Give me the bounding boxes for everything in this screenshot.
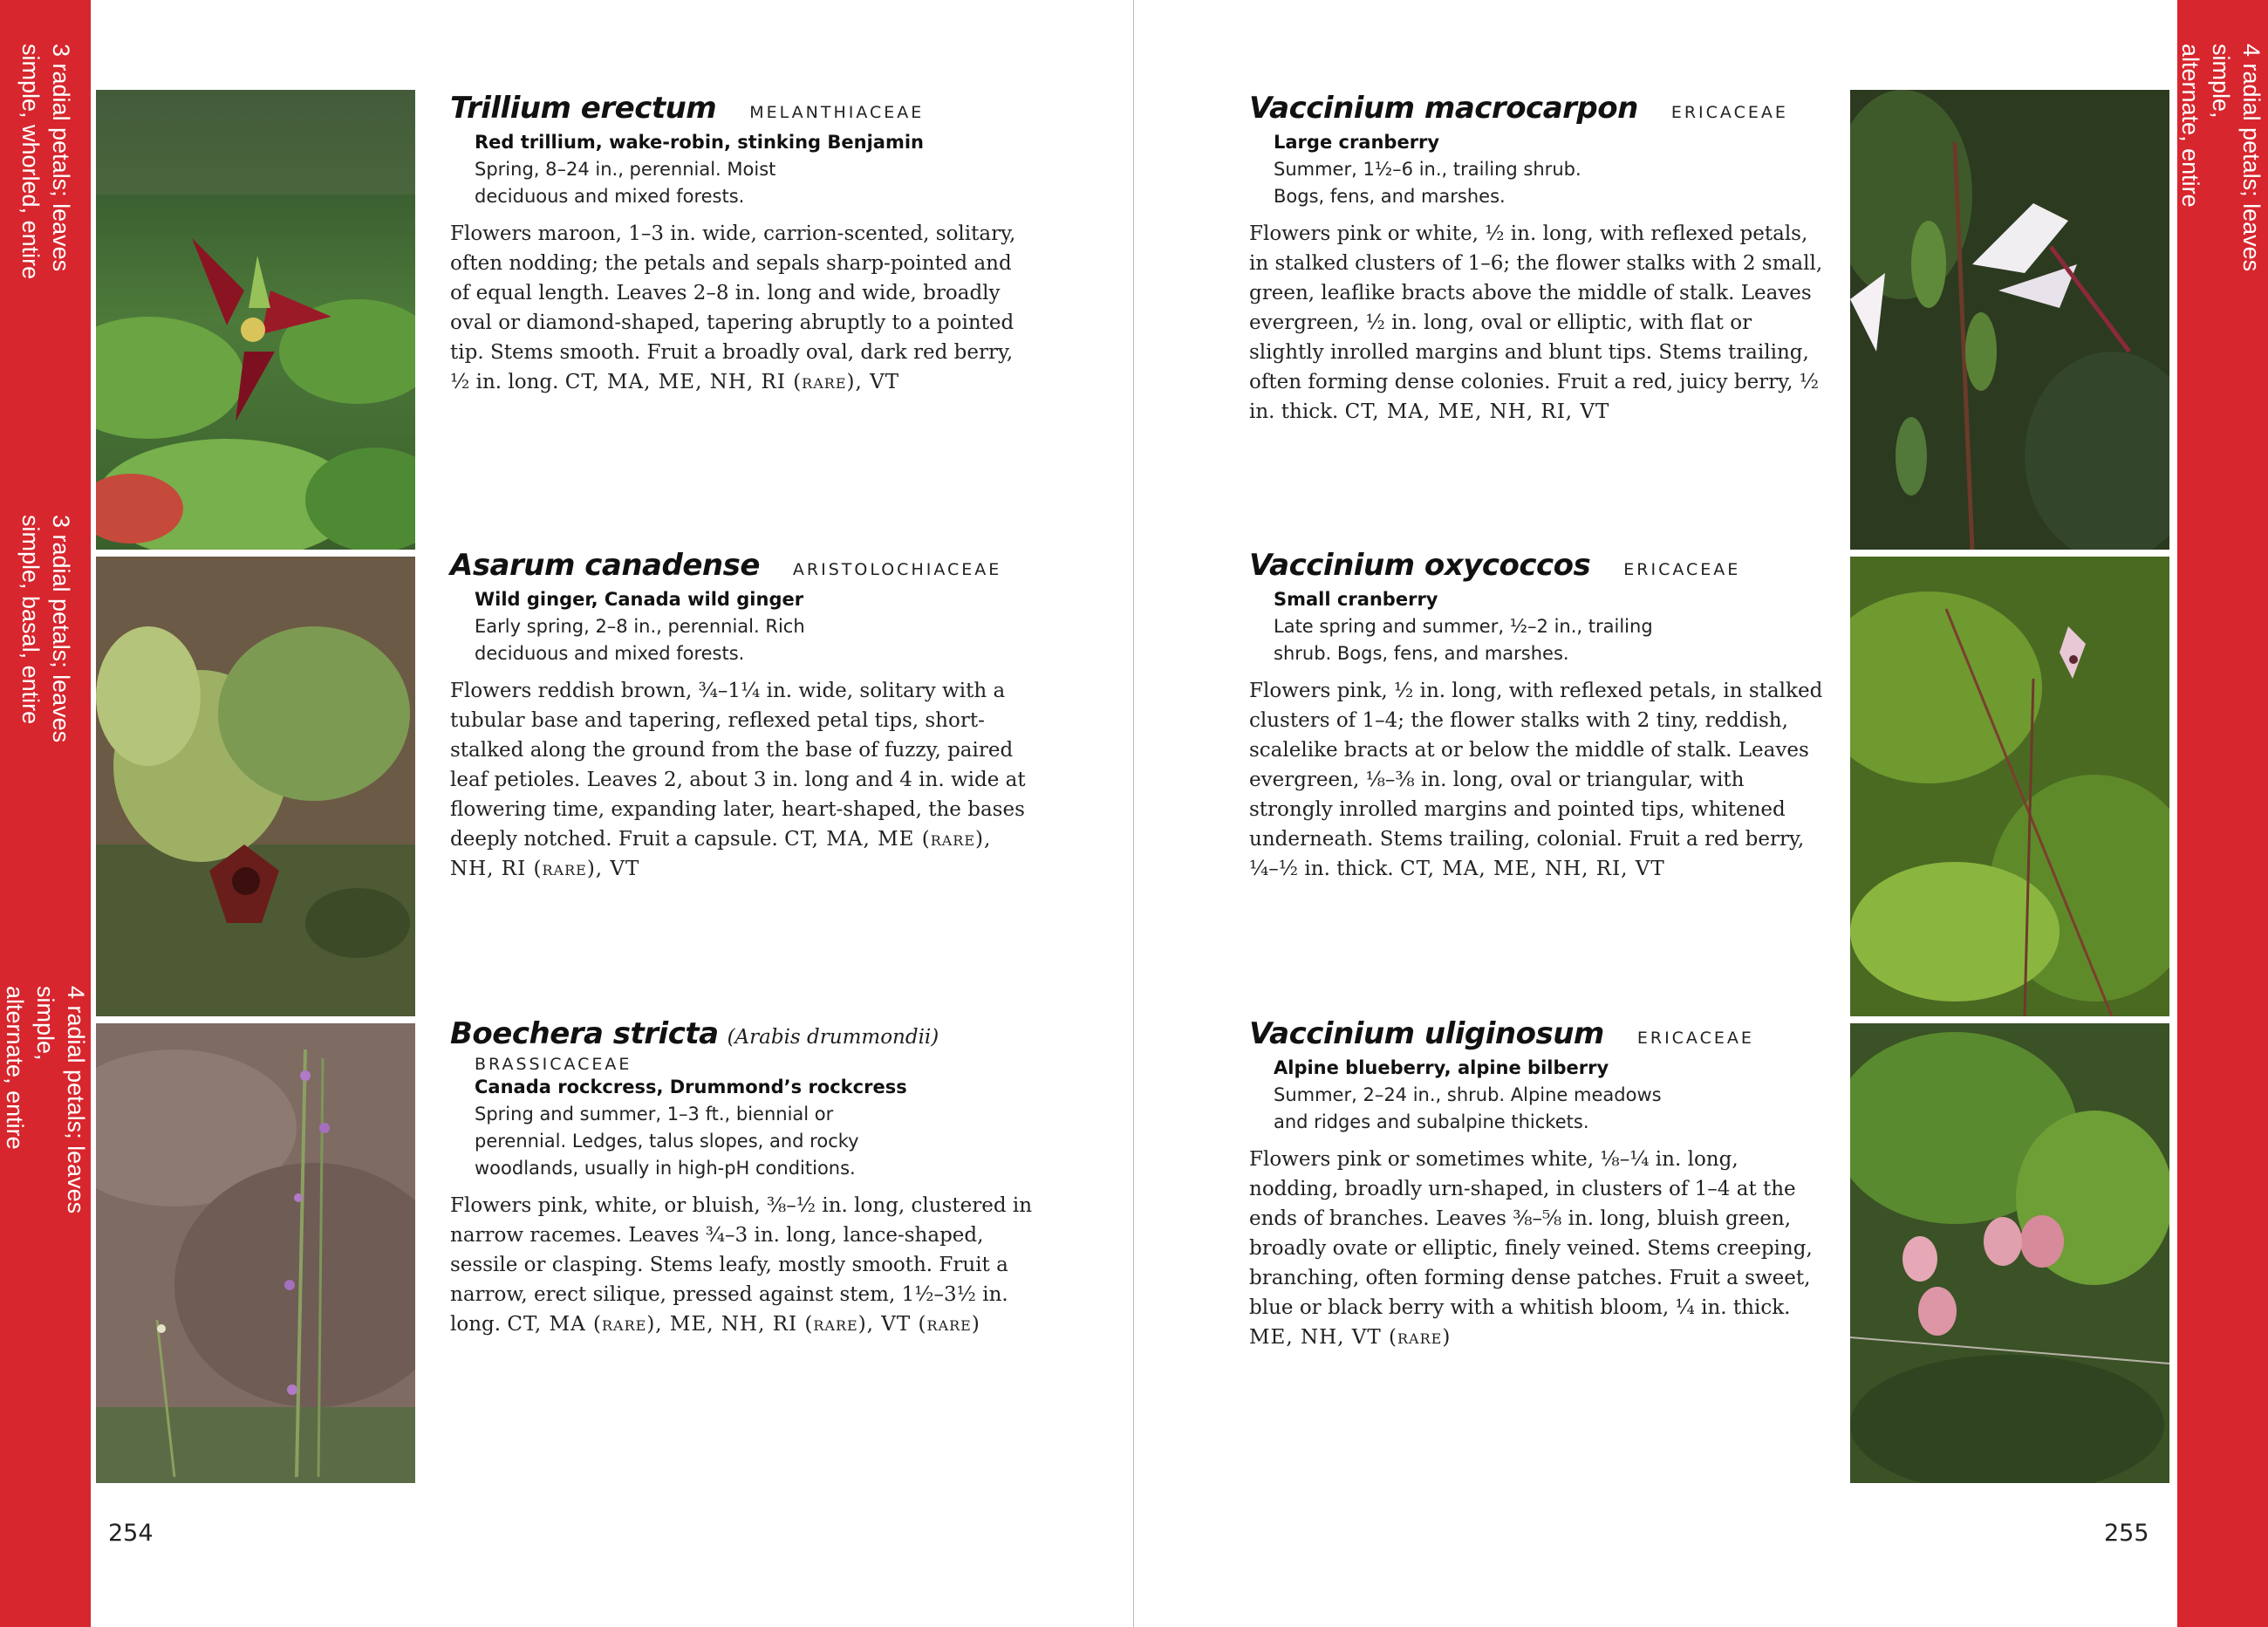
description-text: Flowers reddish brown, ¾–1¼ in. wide, solitary with a tubular base and tapering, reflexed petal tips, short-stalked along the ground from the base of fuzzy, paired leaf petioles. Leaves 2, about 3 in. long and 4 in. wide at flowering time, expanding later, heart-shaped, the bases deeply notched. Fruit a capsule. [450,680,1026,851]
scientific-name: Vaccinium macrocarpon [1249,91,1638,126]
species-entry [1249,91,1825,427]
family-name: ERICACEAE [1623,560,1741,579]
habitat-text: Spring, 8–24 in., perennial. Moist deciduous and mixed forests. [475,159,776,207]
section-tab-label [2177,44,2265,305]
large-cranberry-photo [1850,90,2169,550]
common-names: Red trillium, wake-robin, stinking Benjamin [475,132,924,153]
description [450,219,1035,397]
common-names: Small cranberry [1274,589,1438,610]
species-entry [1249,1016,1825,1352]
section-tab-label [2,515,89,776]
entry-heading [1249,1016,1825,1051]
family-name: ERICACEAE [1636,1029,1754,1048]
common-names: Wild ginger, Canada wild ginger [475,589,804,610]
small-cranberry-photo [1850,557,2169,1016]
entry-heading [450,548,1035,583]
right-page [1134,0,2268,1627]
section-tab-label [2,986,89,1248]
section-tab-line: 3 radial petals; leaves [48,515,74,743]
entry-heading [450,1016,1035,1051]
common-names: Alpine blueberry, alpine bilberry [1274,1057,1609,1078]
state-list: CT, MA (rare), ME, NH, RI (rare), VT (rare) [507,1313,980,1336]
page-number: 254 [108,1520,154,1547]
habitat-text: Late spring and summer, ½–2 in., trailing shrub. Bogs, fens, and marshes. [1274,616,1653,664]
entry-heading [450,91,1035,126]
section-tab-line: alternate, entire [2177,44,2204,208]
description [1249,676,1825,884]
scientific-name: Vaccinium oxycoccos [1249,548,1591,583]
description-text: Flowers pink, ½ in. long, with reflexed petals, in stalked clusters of 1–4; the flower stalks with 2 tiny, reddish, scalelike bracts at or below the middle of stalk. Leaves evergreen, ⅛–⅜ in. long, oval or triangular, with strongly inrolled margins and pointed tips, whitened underneath. Stems trailing, colonial. Fruit a red berry, ¼–½ in. thick. [1249,680,1823,880]
scientific-name: Trillium erectum [450,91,717,126]
scientific-name: Vaccinium uliginosum [1249,1016,1604,1051]
state-list: ME, NH, VT (rare) [1249,1326,1452,1349]
habitat-text: Summer, 2–24 in., shrub. Alpine meadows and ridges and subalpine thickets. [1274,1084,1662,1132]
species-entry [1249,548,1825,884]
entry-heading [1249,91,1825,126]
family-name: BRASSICACEAE [475,1055,632,1074]
description-text: Flowers pink or white, ½ in. long, with reflexed petals, in stalked clusters of 1–6; the flower stalks with 2 small, green, leaflike bracts above the middle of stalk. Leaves evergreen, ½ in. long, oval or elliptic, with flat or slightly inrolled margins and blunt tips. Stems trailing, often forming dense colonies. Fruit a red, juicy berry, ½ in. thick. [1249,222,1823,423]
habitat-text: Early spring, 2–8 in., perennial. Rich deciduous and mixed forests. [475,616,805,664]
species-entry [450,1016,1035,1339]
habitat-text: Spring and summer, 1–3 ft., biennial or perennial. Ledges, talus slopes, and rocky woodlands, usually in high-pH conditions. [475,1104,859,1179]
habitat-text: Summer, 1½–6 in., trailing shrub. Bogs, fens, and marshes. [1274,159,1581,207]
state-list: CT, MA, ME, NH, RI, VT [1344,400,1610,423]
family-name: ERICACEAE [1670,103,1788,122]
section-tab-line: 4 radial petals; leaves simple, [32,986,90,1214]
family-name: ARISTOLOCHIACEAE [792,560,1002,579]
state-list: CT, MA, ME, NH, RI (rare), VT [564,371,900,393]
description-text: Flowers maroon, 1–3 in. wide, carrion-scented, solitary, often nodding; the petals and sepals sharp-pointed and of equal length. Leaves 2–8 in. long and wide, broadly oval or diamond-shaped, tapering abruptly to a pointed tip. Stems smooth. Fruit a broadly oval, dark red berry, ½ in. long. [450,222,1016,393]
state-list: CT, MA, ME (rare), NH, RI (rare), VT [450,828,992,880]
alpine-blueberry-photo [1850,1023,2169,1483]
entry-heading [1249,548,1825,583]
section-tab-line: 3 radial petals; leaves [48,44,74,272]
description [1249,219,1825,427]
description [1249,1145,1825,1352]
wild-ginger-photo [96,557,415,1016]
page-number: 255 [2104,1520,2149,1547]
section-tab-line: simple, basal, entire [17,515,44,725]
common-names: Canada rockcress, Drummond’s rockcress [475,1077,907,1097]
species-entry [450,548,1035,884]
state-list: CT, MA, ME, NH, RI, VT [1400,858,1665,880]
common-names: Large cranberry [1274,132,1440,153]
description-text: Flowers pink or sometimes white, ⅛–¼ in. long, nodding, broadly urn-shaped, in clusters of 1–4 at the ends of branches. Leaves ⅜–⅝ in. long, bluish green, broadly ovate or elliptic, finely veined. Stems creeping, branching, often forming dense patches. Fruit a sweet, blue or black berry with a whitish bloom, ¼ in. thick. [1249,1148,1813,1319]
description-text: Flowers pink, white, or bluish, ⅜–½ in. long, clustered in narrow racemes. Leaves ¾–3 in. long, lance-shaped, sessile or clasping. Stems leafy, mostly smooth. Fruit a narrow, erect silique, pressed against stem, 1½–3½ in. long. [450,1194,1033,1336]
synonym: (Arabis drummondii) [727,1026,939,1049]
section-tab-line: simple, whorled, entire [17,44,44,280]
rockcress-photo [96,1023,415,1483]
description [450,676,1035,884]
species-entry [450,91,1035,397]
description [450,1191,1035,1339]
section-tab-label [2,44,89,305]
scientific-name: Asarum canadense [450,548,760,583]
trillium-photo [96,90,415,550]
scientific-name: Boechera stricta [450,1016,719,1051]
family-name: MELANTHIACEAE [749,103,925,122]
section-tab-line: 4 radial petals; leaves simple, [2208,44,2265,272]
section-tab-line: alternate, entire [2,986,29,1150]
